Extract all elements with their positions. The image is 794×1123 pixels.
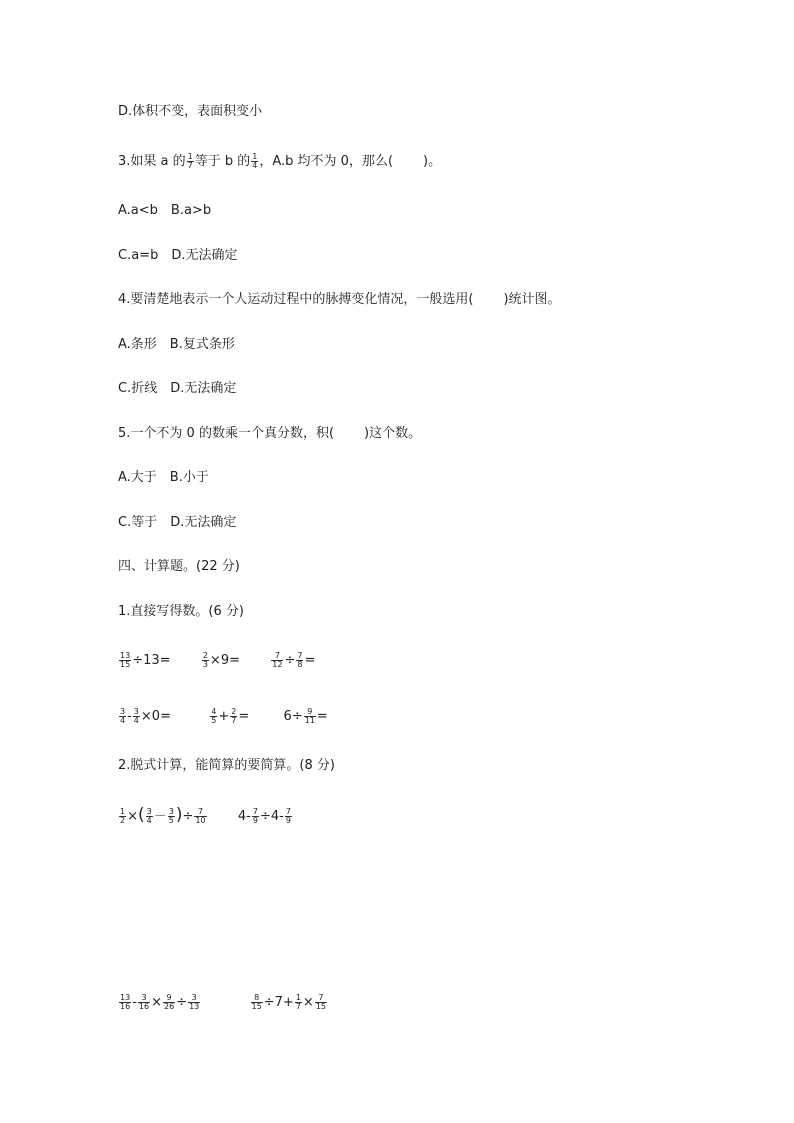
q3-mid: 等于 b 的 — [194, 154, 251, 169]
q4-stem-a: 4.要清楚地表示一个人运动过程中的脉搏变化情况，一般选用( — [118, 292, 474, 307]
expression-1: $\frac{1}{2}$ ×( $\frac{3}{4}$ － $\frac{3}{5}$ )÷ $\frac{7}{10}$ — [120, 805, 206, 825]
oral-item: 6÷ $\frac{9}{11}$ = — [283, 707, 328, 725]
question-3 — [118, 153, 441, 170]
q5-stem-b: )这个数。 — [364, 426, 422, 441]
q3-end: )。 — [423, 154, 442, 169]
oral-item: $\frac{2}{3}$ ×9= — [202, 651, 240, 669]
expression-4: $\frac{8}{15}$ ÷7+ $\frac{1}{7}$ × $\frac{7}{15}$ — [251, 993, 327, 1011]
oral-calc-row-1 — [118, 652, 315, 669]
q5-options-cd: C.等于 D.无法确定 — [118, 515, 237, 530]
q3-options-ab: A.a<b B.a>b — [118, 203, 212, 218]
fraction: $\frac{1}{7}$ — [187, 152, 193, 170]
q3-options-cd: C.a=b D.无法确定 — [118, 248, 238, 263]
oral-item: $\frac{3}{4}$ - $\frac{3}{4}$ ×0= — [120, 707, 171, 725]
q5-stem-a: 5.一个不为 0 的数乘一个真分数，积( — [118, 426, 335, 441]
oral-item: $\frac{7}{12}$ ÷ $\frac{7}{8}$ = — [272, 651, 316, 669]
expression-2: 4- $\frac{7}{9}$ ÷4- $\frac{7}{9}$ — [237, 807, 291, 825]
fraction: $\frac{1}{4}$ — [252, 152, 258, 170]
oral-item: $\frac{13}{15}$ ÷13= — [120, 651, 171, 669]
written-calc-row-1 — [118, 807, 293, 825]
q2-option-d: D.体积不变，表面积变小 — [118, 104, 263, 119]
oral-item: $\frac{4}{5}$ + $\frac{2}{7}$ = — [211, 707, 250, 725]
subsection-2-title: 2.脱式计算，能简算的要简算。(8 分) — [118, 758, 335, 773]
section-heading: 四、计算题。(22 分) — [118, 559, 240, 574]
q4-options-cd: C.折线 D.无法确定 — [118, 381, 237, 396]
q4-options-ab: A.条形 B.复式条形 — [118, 337, 235, 352]
question-4 — [118, 292, 561, 308]
q3-prefix: 3.如果 a 的 — [118, 154, 186, 169]
subsection-1-title: 1.直接写得数。(6 分) — [118, 604, 244, 619]
q4-stem-b: )统计图。 — [503, 292, 561, 307]
written-calc-row-2 — [118, 994, 328, 1011]
expression-3: $\frac{13}{16}$ - $\frac{3}{16}$ × $\frac{9}{26}$ ÷ $\frac{3}{13}$ — [120, 993, 200, 1011]
oral-calc-row-2 — [118, 708, 328, 725]
q3-suffix: ，A.b 均不为 0，那么( — [259, 154, 394, 169]
question-5 — [118, 426, 421, 442]
q5-options-ab: A.大于 B.小于 — [118, 470, 209, 485]
